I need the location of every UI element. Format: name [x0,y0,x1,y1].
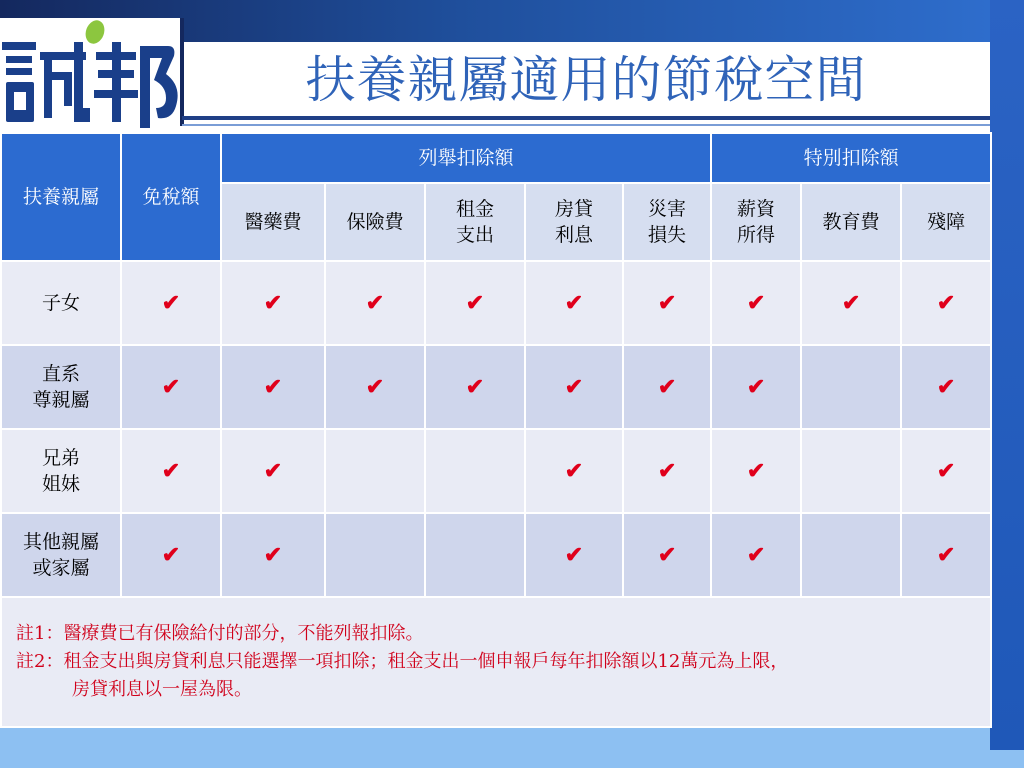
checkmark-icon: ✔ [564,457,584,484]
relation-cell [1,513,121,597]
relation-cell [1,261,121,345]
table-row [1,345,991,429]
check-cell [325,513,425,597]
checkmark-icon: ✔ [746,373,766,400]
check-cell [901,429,991,513]
relation-label-line2: 或家屬 [32,557,90,579]
check-cell [325,261,425,345]
note-2-continued: 房貸利息以一屋為限。 [72,679,252,700]
check-cell [221,513,325,597]
subheader-label: 租金 [455,198,494,220]
table-container [0,132,990,726]
relation-label: 其他親屬 [22,531,99,553]
relation-label: 子女 [41,292,80,314]
check-cell [801,429,901,513]
table-row [1,513,991,597]
checkmark-icon: ✔ [465,373,485,400]
checkmark-icon: ✔ [657,289,677,316]
check-cell [525,345,623,429]
checkmark-icon: ✔ [263,457,283,484]
check-cell [711,513,801,597]
subheader-label-line2: 支出 [455,224,494,246]
subheader-label: 殘障 [927,211,966,233]
checkmark-icon: ✔ [657,373,677,400]
check-cell [901,513,991,597]
subheader-cell [425,183,525,261]
right-accent-bar [990,0,1024,750]
checkmark-icon: ✔ [365,289,385,316]
checkmark-icon: ✔ [936,289,956,316]
checkmark-icon: ✔ [746,457,766,484]
subheader-label-line2: 損失 [648,224,687,246]
relation-label: 兄弟 [41,447,80,469]
check-cell [801,345,901,429]
subheader-cell [801,183,901,261]
header-special-deduction: 特別扣除額 [711,133,991,183]
check-cell [711,261,801,345]
checkmark-icon: ✔ [746,541,766,568]
checkmark-icon: ✔ [161,289,181,316]
check-cell [711,429,801,513]
check-cell [425,261,525,345]
checkmark-icon: ✔ [936,541,956,568]
check-cell [121,345,221,429]
checkmark-icon: ✔ [263,289,283,316]
table-row [1,261,991,345]
check-cell [623,261,711,345]
logo-graphic [0,18,180,128]
bottom-banner-corner [990,750,1024,768]
checkmark-icon: ✔ [161,373,181,400]
check-cell [525,261,623,345]
subheader-cell [711,183,801,261]
subheader-label-line2: 所得 [737,224,776,246]
check-cell [901,345,991,429]
subheader-label: 教育費 [822,211,880,233]
check-cell [221,261,325,345]
check-cell [221,429,325,513]
header-itemized-deduction: 列舉扣除額 [221,133,711,183]
subheader-cell [221,183,325,261]
subheader-label: 災害 [648,198,687,220]
checkmark-icon: ✔ [936,373,956,400]
relation-label: 直系 [41,363,80,385]
header-dependent: 扶養親屬 [1,133,121,261]
checkmark-icon: ✔ [161,457,181,484]
deduction-table [0,132,992,728]
check-cell [711,345,801,429]
check-cell [221,345,325,429]
relation-cell [1,429,121,513]
check-cell [425,429,525,513]
check-cell [325,345,425,429]
subheader-label: 薪資 [737,198,776,220]
check-cell [325,429,425,513]
bottom-banner [0,726,990,768]
check-cell [801,261,901,345]
table-row [1,429,991,513]
subheader-label: 房貸 [554,198,593,220]
checkmark-icon: ✔ [465,289,485,316]
title-underline-thin [182,124,990,126]
logo-divider [180,18,184,126]
checkmark-icon: ✔ [161,541,181,568]
relation-label-line2: 尊親屬 [32,389,90,411]
checkmark-icon: ✔ [657,541,677,568]
checkmark-icon: ✔ [564,289,584,316]
check-cell [121,261,221,345]
check-cell [525,513,623,597]
check-cell [801,513,901,597]
note-1: 註1：醫療費已有保險給付的部分，不能列報扣除。 [16,623,424,644]
check-cell [623,429,711,513]
page-title: 扶養親屬適用的節稅空間 [305,51,867,109]
relation-label-line2: 姐妹 [41,473,80,495]
checkmark-icon: ✔ [657,457,677,484]
checkmark-icon: ✔ [263,541,283,568]
subheader-label: 保險費 [346,211,404,233]
check-cell [623,345,711,429]
checkmark-icon: ✔ [746,289,766,316]
title-underline [182,116,990,120]
notes-cell [1,597,991,727]
checkmark-icon: ✔ [564,373,584,400]
subheader-cell [525,183,623,261]
relation-cell [1,345,121,429]
checkmark-icon: ✔ [564,541,584,568]
subheader-cell [325,183,425,261]
check-cell [425,513,525,597]
note-2: 註2：租金支出與房貸利息只能選擇一項扣除；租金支出一個申報戶每年扣除額以12萬元為上限， [16,651,789,672]
check-cell [623,513,711,597]
checkmark-icon: ✔ [841,289,861,316]
checkmark-icon: ✔ [936,457,956,484]
subheader-cell [901,183,991,261]
header-exemption: 免稅額 [121,133,221,261]
check-cell [121,429,221,513]
subheader-cell [623,183,711,261]
subheader-label: 醫藥費 [244,211,302,233]
check-cell [121,513,221,597]
checkmark-icon: ✔ [263,373,283,400]
checkmark-icon: ✔ [365,373,385,400]
check-cell [425,345,525,429]
check-cell [901,261,991,345]
logo [0,18,180,128]
check-cell [525,429,623,513]
subheader-label-line2: 利息 [554,224,593,246]
